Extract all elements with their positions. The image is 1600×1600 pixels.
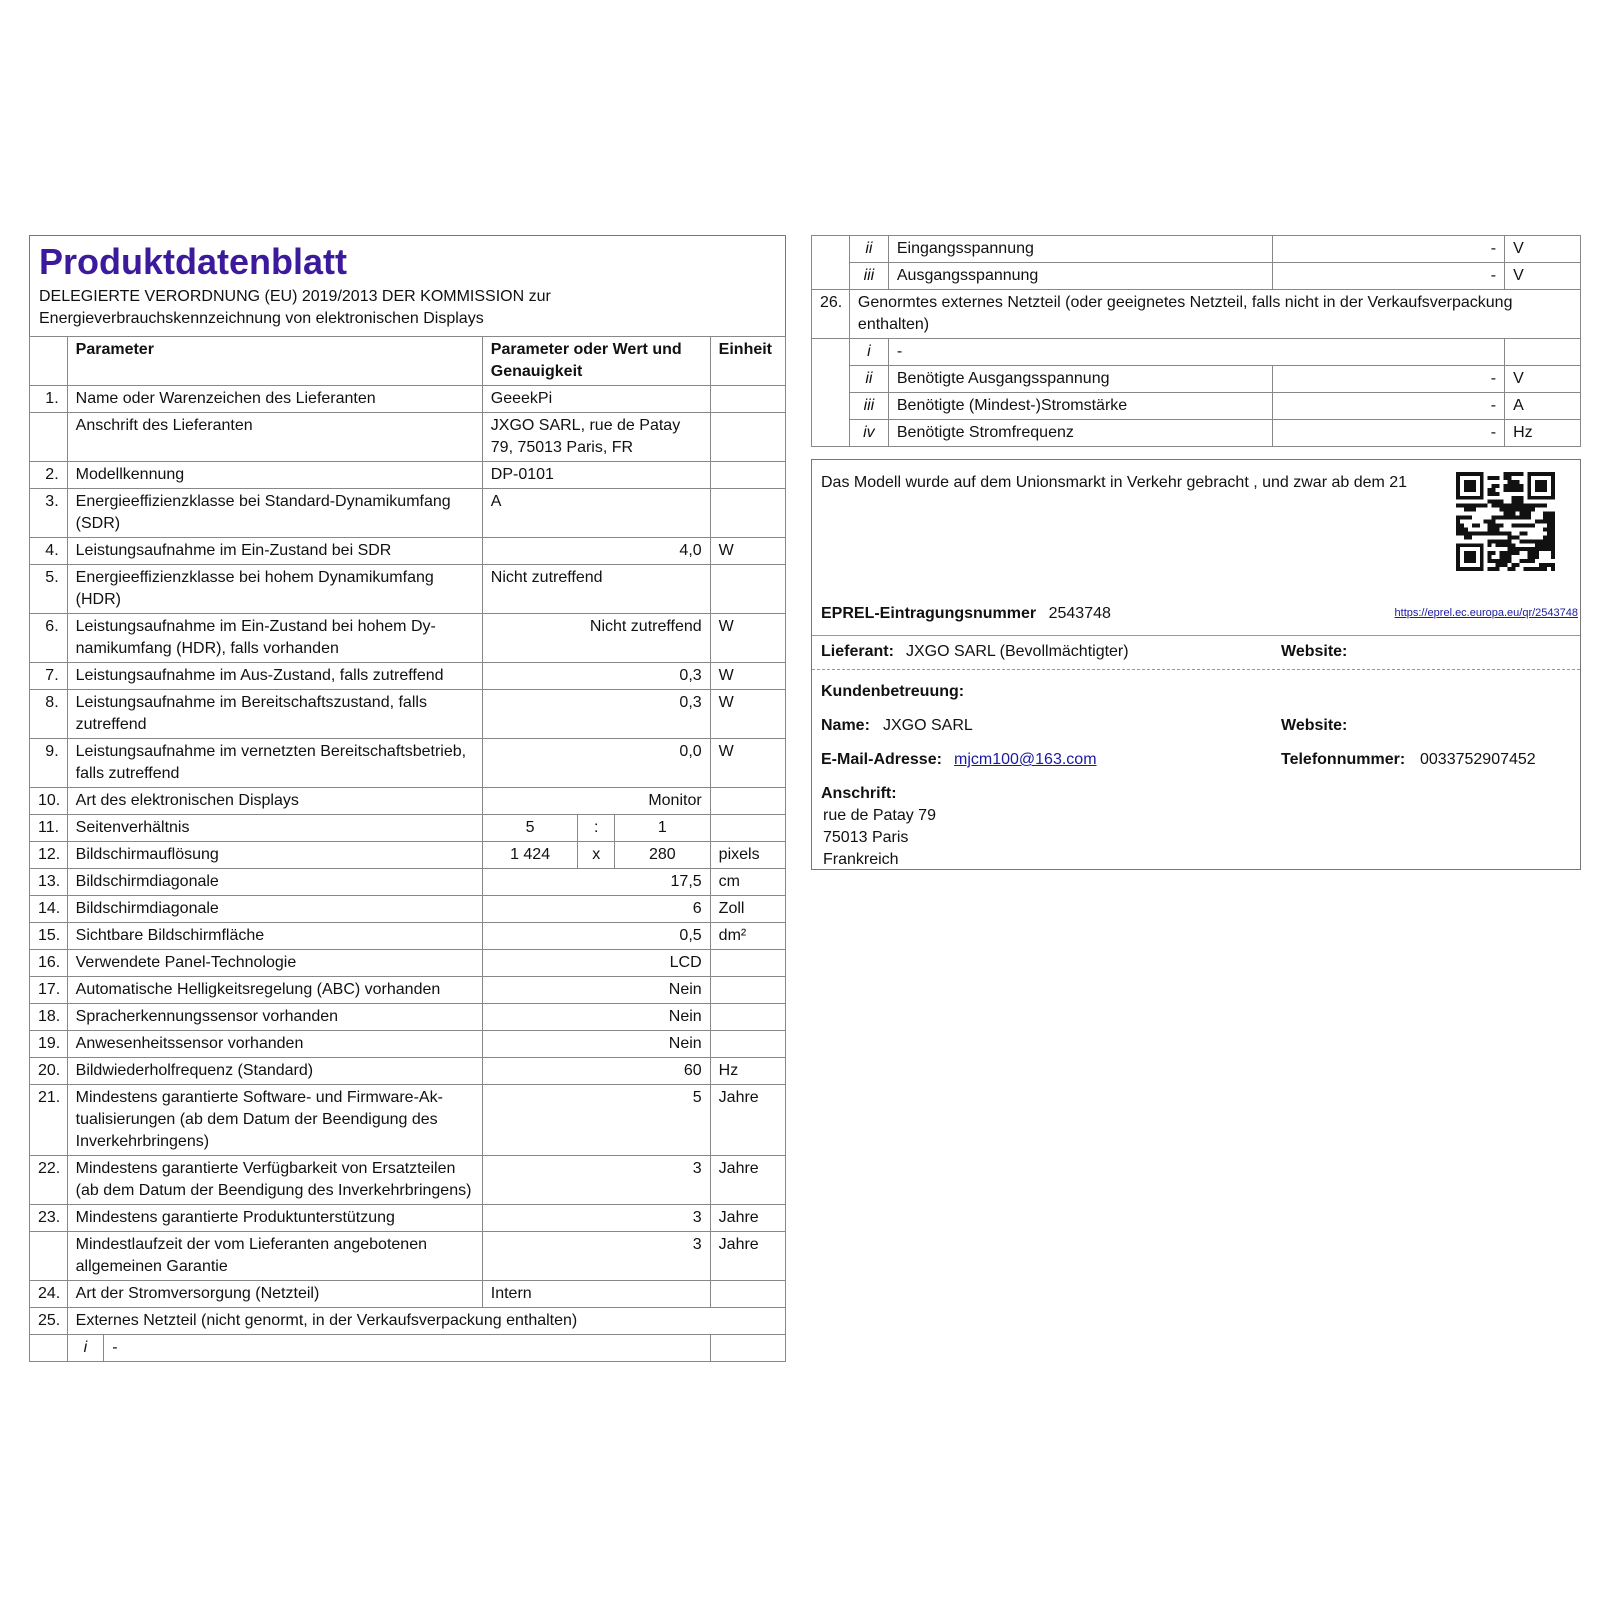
- supplier-info-panel: [811, 459, 1581, 870]
- row-number: 18.: [30, 1004, 68, 1031]
- row-number: 23.: [30, 1205, 68, 1232]
- row-number: 11.: [30, 815, 68, 842]
- row-unit: [710, 386, 785, 413]
- row-unit: V: [1505, 236, 1581, 263]
- name-value: JXGO SARL: [883, 717, 973, 734]
- email-link[interactable]: mjcm100@163.com: [954, 751, 1097, 768]
- row-number: 13.: [30, 869, 68, 896]
- row-value: 0,5: [482, 923, 710, 950]
- row-value: Nein: [482, 1031, 710, 1058]
- table-row: [30, 386, 786, 413]
- product-datasheet-left-panel: [29, 235, 786, 1362]
- name-label: Name:: [821, 717, 870, 734]
- row-parameter: Bildschirmauflösung: [67, 842, 482, 869]
- address-line-2: 75013 Paris: [823, 829, 909, 846]
- row-unit: W: [710, 690, 785, 739]
- row-number: 26.: [812, 290, 850, 339]
- address-label: Anschrift:: [821, 785, 897, 802]
- page-title: Produktdatenblatt: [39, 241, 348, 282]
- table-row: [30, 538, 786, 565]
- row-number: 24.: [30, 1281, 68, 1308]
- value-b: 1: [615, 815, 711, 842]
- power-supply-table: [811, 235, 1581, 447]
- table-row: [30, 690, 786, 739]
- roman-index: ii: [849, 366, 888, 393]
- row-number: [30, 413, 68, 462]
- email-label: E-Mail-Adresse:: [821, 751, 942, 768]
- table-row: [30, 739, 786, 788]
- row-parameter: Modellkennung: [67, 462, 482, 489]
- row-parameter: Genormtes externes Netzteil (oder geeignetes Netzteil, falls nicht in der Verkaufsverpackung enthalten): [849, 290, 1580, 339]
- row-number: 9.: [30, 739, 68, 788]
- value-separator: :: [578, 815, 615, 842]
- row-parameter: Energieeffizienzklasse bei hohem Dynamikumfang (HDR): [67, 565, 482, 614]
- row-parameter: Sichtbare Bildschirmfläche: [67, 923, 482, 950]
- table-row: [30, 1058, 786, 1085]
- table-row: [30, 788, 786, 815]
- row-unit: Zoll: [710, 896, 785, 923]
- header-parameter: Parameter: [67, 337, 482, 386]
- row-value: 60: [482, 1058, 710, 1085]
- supplier-website-label: Website:: [1281, 643, 1348, 660]
- row-unit: pixels: [710, 842, 785, 869]
- row-value: 5: [482, 1085, 710, 1156]
- row-parameter: Leistungsaufnahme im vernetzten Bereitschaftsbetrieb, falls zutreffend: [67, 739, 482, 788]
- row-value: JXGO SARL, rue de Patay 79, 75013 Paris, FR: [482, 413, 710, 462]
- row-unit: [710, 1281, 785, 1308]
- row-unit: [710, 1004, 785, 1031]
- row-value: 0,0: [482, 739, 710, 788]
- row-number: 8.: [30, 690, 68, 739]
- table-row: [30, 1085, 786, 1156]
- row-parameter: Leistungsaufnahme im Bereitschaftszustand, falls zutreffend: [67, 690, 482, 739]
- row-value: 4,0: [482, 538, 710, 565]
- regulation-line-2: Energieverbrauchskennzeichnung von elektronischen Displays: [39, 310, 484, 327]
- row-value: -: [1273, 366, 1505, 393]
- table-row: [30, 1031, 786, 1058]
- row-unit: [710, 788, 785, 815]
- header-value: Parameter oder Wert und Genauigkeit: [482, 337, 710, 386]
- row-parameter: Externes Netzteil (nicht genormt, in der Verkaufsverpackung enthalten): [67, 1308, 785, 1335]
- row-unit: [710, 462, 785, 489]
- supplier-label: Lieferant:: [821, 643, 894, 660]
- row-parameter: Bildschirmdiagonale: [67, 896, 482, 923]
- row-unit: cm: [710, 869, 785, 896]
- row-unit: A: [1505, 393, 1581, 420]
- row-number: [30, 1232, 68, 1281]
- resolution-row: [30, 842, 786, 869]
- row-value: 3: [482, 1156, 710, 1205]
- header-no-cell: [30, 337, 68, 386]
- row-number: 20.: [30, 1058, 68, 1085]
- roman-index: i: [67, 1335, 104, 1362]
- row-parameter: Art des elektronischen Displays: [67, 788, 482, 815]
- qr-code-icon: [1456, 472, 1555, 571]
- power-supply-sub-row: [812, 393, 1581, 420]
- row-parameter: Ausgangsspannung: [888, 263, 1272, 290]
- row-unit-empty: [1505, 339, 1581, 366]
- row-unit: [710, 1031, 785, 1058]
- row-unit: W: [710, 663, 785, 690]
- row-parameter: Benötigte Stromfrequenz: [888, 420, 1272, 447]
- row-unit: Jahre: [710, 1205, 785, 1232]
- row-unit: [710, 950, 785, 977]
- row-number: 5.: [30, 565, 68, 614]
- power-supply-table-body: [812, 236, 1581, 447]
- row-parameter: Benötigte (Mindest-)Stromstärke: [888, 393, 1272, 420]
- row-unit: [710, 977, 785, 1004]
- regulation-line-1: DELEGIERTE VERORDNUNG (EU) 2019/2013 DER KOMMISSION zur: [39, 288, 551, 305]
- table-row: [30, 565, 786, 614]
- standard-psu-row: [812, 290, 1581, 339]
- table-row: [30, 869, 786, 896]
- row-unit: W: [710, 739, 785, 788]
- row-number: 21.: [30, 1085, 68, 1156]
- table-row: [30, 896, 786, 923]
- row-unit: dm²: [710, 923, 785, 950]
- value-a: 1 424: [482, 842, 578, 869]
- value-a: 5: [482, 815, 578, 842]
- row-value: -: [1273, 236, 1505, 263]
- support-website-label: Website:: [1281, 717, 1348, 734]
- supplier-value: JXGO SARL (Bevollmächtigter): [906, 643, 1129, 660]
- table-row: [30, 923, 786, 950]
- aspect-ratio-row: [30, 815, 786, 842]
- standard-psu-sub-row: [812, 339, 1581, 366]
- row-value: 0,3: [482, 690, 710, 739]
- table-row: [30, 977, 786, 1004]
- roman-index: i: [849, 339, 888, 366]
- row-parameter: Seitenverhältnis: [67, 815, 482, 842]
- row-number-empty: [812, 339, 850, 447]
- power-supply-sub-row: [812, 263, 1581, 290]
- address-line-3: Frankreich: [823, 851, 899, 868]
- row-number: 1.: [30, 386, 68, 413]
- datasheet-header: [30, 236, 785, 337]
- row-value: Nicht zutreffend: [482, 614, 710, 663]
- row-unit: [710, 413, 785, 462]
- row-parameter: Leistungsaufnahme im Aus-Zustand, falls zutreffend: [67, 663, 482, 690]
- row-number: 14.: [30, 896, 68, 923]
- row-unit: W: [710, 614, 785, 663]
- table-row: [30, 950, 786, 977]
- row-number: 2.: [30, 462, 68, 489]
- row-value: DP-0101: [482, 462, 710, 489]
- phone-value: 0033752907452: [1420, 751, 1536, 768]
- row-number: 12.: [30, 842, 68, 869]
- row-unit: Jahre: [710, 1085, 785, 1156]
- row-parameter: Leistungsaufnahme im Ein-Zustand bei hohem Dynamikumfang (HDR), falls vorhanden: [67, 614, 482, 663]
- table-row: [30, 462, 786, 489]
- row-parameter: Art der Stromversorgung (Netzteil): [67, 1281, 482, 1308]
- table-row: [30, 1232, 786, 1281]
- row-parameter: Bildschirmdiagonale: [67, 869, 482, 896]
- row-parameter: Spracherkennungssensor vorhanden: [67, 1004, 482, 1031]
- row-parameter: Automatische Helligkeitsregelung (ABC) vorhanden: [67, 977, 482, 1004]
- power-supply-sub-row: [812, 366, 1581, 393]
- row-value: Nein: [482, 1004, 710, 1031]
- power-supply-sub-row: [812, 236, 1581, 263]
- row-parameter: Mindestens garantierte Produktunterstützung: [67, 1205, 482, 1232]
- power-supply-panel: [811, 235, 1581, 447]
- row-value: A: [482, 489, 710, 538]
- row-number: 7.: [30, 663, 68, 690]
- row-unit: Hz: [1505, 420, 1581, 447]
- row-parameter: Eingangsspannung: [888, 236, 1272, 263]
- header-unit: Einheit: [710, 337, 785, 386]
- row-value: Nein: [482, 977, 710, 1004]
- external-psu-sub-row: [30, 1335, 786, 1362]
- row-unit: Hz: [710, 1058, 785, 1085]
- row-parameter: Benötigte Ausgangsspannung: [888, 366, 1272, 393]
- row-unit: V: [1505, 263, 1581, 290]
- row-value: -: [1273, 393, 1505, 420]
- value-b: 280: [615, 842, 711, 869]
- row-unit: V: [1505, 366, 1581, 393]
- row-value: LCD: [482, 950, 710, 977]
- table-row: [30, 489, 786, 538]
- row-value: 0,3: [482, 663, 710, 690]
- row-parameter: Leistungsaufnahme im Ein-Zustand bei SDR: [67, 538, 482, 565]
- row-value: GeeekPi: [482, 386, 710, 413]
- row-unit-empty: [710, 1335, 785, 1362]
- row-number: 25.: [30, 1308, 68, 1335]
- row-unit: Jahre: [710, 1156, 785, 1205]
- roman-index: iv: [849, 420, 888, 447]
- address-line-1: rue de Patay 79: [823, 807, 936, 824]
- row-number: 16.: [30, 950, 68, 977]
- row-unit: [710, 489, 785, 538]
- row-number: 17.: [30, 977, 68, 1004]
- table-row: [30, 1004, 786, 1031]
- table-row: [30, 614, 786, 663]
- row-number: 15.: [30, 923, 68, 950]
- roman-index: ii: [849, 236, 888, 263]
- row-value: 3: [482, 1232, 710, 1281]
- row-number: 10.: [30, 788, 68, 815]
- parameter-table-body: [30, 337, 786, 1362]
- row-number: 4.: [30, 538, 68, 565]
- external-psu-row: [30, 1308, 786, 1335]
- row-value: Intern: [482, 1281, 710, 1308]
- row-number-empty: [812, 236, 850, 290]
- parameter-table: [29, 336, 786, 1362]
- value-separator: x: [578, 842, 615, 869]
- row-number: 22.: [30, 1156, 68, 1205]
- power-supply-type-row: [30, 1281, 786, 1308]
- supplier-row: [812, 635, 1580, 670]
- table-header-row: [30, 337, 786, 386]
- roman-index: iii: [849, 393, 888, 420]
- row-parameter: Mindestens garantierte Verfügbarkeit von Ersatzteilen (ab dem Datum der Beendigung des Inverkehrbringens): [67, 1156, 482, 1205]
- table-row: [30, 663, 786, 690]
- row-parameter: Mindestens garantierte Software- und Firmware-Aktualisierungen (ab dem Datum der Beendigung des Inverkehrbringens): [67, 1085, 482, 1156]
- row-value: -: [104, 1335, 710, 1362]
- row-unit: W: [710, 538, 785, 565]
- row-number: 19.: [30, 1031, 68, 1058]
- table-row: [30, 413, 786, 462]
- row-parameter: Anschrift des Lieferanten: [67, 413, 482, 462]
- eprel-link[interactable]: https://eprel.ec.europa.eu/qr/2543748: [1394, 607, 1578, 619]
- table-row: [30, 1205, 786, 1232]
- power-supply-sub-row: [812, 420, 1581, 447]
- row-value: -: [1273, 263, 1505, 290]
- row-value: Nicht zutreffend: [482, 565, 710, 614]
- row-unit: [710, 565, 785, 614]
- row-parameter: Verwendete Panel-Technologie: [67, 950, 482, 977]
- row-value: -: [888, 339, 1504, 366]
- row-unit: [710, 815, 785, 842]
- roman-index: iii: [849, 263, 888, 290]
- row-parameter: Bildwiederholfrequenz (Standard): [67, 1058, 482, 1085]
- row-value: Monitor: [482, 788, 710, 815]
- row-number: 6.: [30, 614, 68, 663]
- table-row: [30, 1156, 786, 1205]
- row-number-empty: [30, 1335, 68, 1362]
- support-label: Kundenbetreuung:: [821, 683, 965, 700]
- eprel-number: 2543748: [1048, 605, 1111, 622]
- row-unit: Jahre: [710, 1232, 785, 1281]
- row-parameter: Mindestlaufzeit der vom Lieferanten angebotenen allgemeinen Garantie: [67, 1232, 482, 1281]
- row-parameter: Energieeffizienzklasse bei Standard-Dynamikumfang (SDR): [67, 489, 482, 538]
- row-parameter: Name oder Warenzeichen des Lieferanten: [67, 386, 482, 413]
- market-placement-text: Das Modell wurde auf dem Unionsmarkt in Verkehr gebracht , und zwar ab dem 21: [821, 474, 1408, 491]
- row-value: 17,5: [482, 869, 710, 896]
- row-value: 3: [482, 1205, 710, 1232]
- eprel-row: [821, 603, 1111, 625]
- row-value: -: [1273, 420, 1505, 447]
- row-number: 3.: [30, 489, 68, 538]
- row-value: 6: [482, 896, 710, 923]
- phone-label: Telefonnummer:: [1281, 751, 1406, 768]
- row-parameter: Anwesenheitssensor vorhanden: [67, 1031, 482, 1058]
- eprel-label: EPREL-Eintragungsnummer: [821, 605, 1037, 622]
